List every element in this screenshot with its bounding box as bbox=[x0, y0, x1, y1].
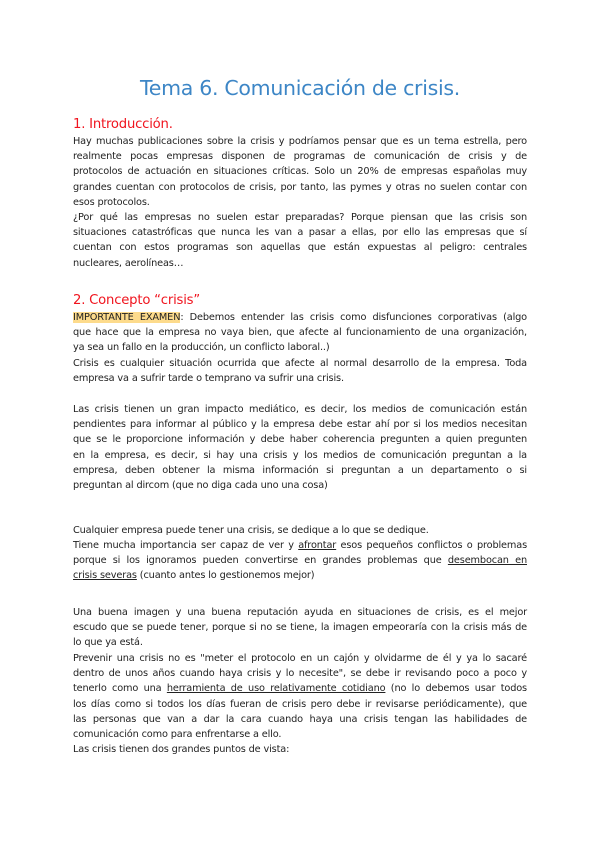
text-line: IMPORTANTE EXAMEN: Debemos entender las crisis como disfunciones corporativas (algo bbox=[73, 312, 527, 323]
text-line: Prevenir una crisis no es "meter el protocolo en un cajón y olvidarme de él y ya lo sacaré bbox=[73, 653, 527, 664]
text-line: Hay muchas publicaciones sobre la crisis y podríamos pensar que es un tema estrella, pero bbox=[73, 136, 527, 147]
text-line: porque si los ignoramos pueden convertirse en grandes problemas que desembocan en bbox=[73, 555, 527, 567]
paragraph-afrontar-conflictos bbox=[73, 538, 527, 584]
section-heading-introduccion: 1. Introducción. bbox=[73, 117, 173, 132]
document-title: Tema 6. Comunicación de crisis. bbox=[140, 76, 460, 100]
text-line: Las crisis tienen un gran impacto mediático, es decir, los medios de comunicación están bbox=[73, 404, 527, 415]
text-line: ¿Por qué las empresas no suelen estar preparadas? Porque piensan que las crisis son bbox=[73, 212, 527, 223]
paragraph-importante-examen bbox=[73, 310, 527, 356]
paragraph-intro-2 bbox=[73, 210, 527, 271]
text-line: tenerlo como una herramienta de uso relativamente cotidiano (no lo debemos usar todos bbox=[73, 683, 527, 695]
text-line: dentro de unos años cuando haya crisis y lo necesite", se debe ir revisando poco a poco y bbox=[73, 668, 527, 680]
text-line: empresa va a sufrir tarde o temprano va sufrir una crisis. bbox=[73, 373, 344, 385]
paragraph-impacto-mediatico bbox=[73, 402, 527, 493]
paragraph-cualquier-empresa bbox=[73, 523, 527, 538]
text-line: las personas que van a dar la cara cuando haya una crisis tengan las habilidades de bbox=[73, 713, 527, 725]
text-line: comunicación como para enfrentarse a ello. bbox=[73, 728, 282, 740]
text-line: empresa, deben obtener la misma información si preguntan a un departamento o si bbox=[73, 464, 527, 476]
paragraph-definicion-crisis bbox=[73, 356, 527, 386]
text-line: pendientes para informar al público y la empresa debe estar ahí por si los medios necesitan bbox=[73, 419, 527, 431]
paragraph-buena-imagen bbox=[73, 605, 527, 651]
underlined-text: herramienta de uso relativamente cotidiano bbox=[166, 683, 386, 695]
text-line: Crisis es cualquier situación ocurrida que afecte al normal desarrollo de la empresa. Toda bbox=[73, 358, 527, 369]
text-line: Las crisis tienen dos grandes puntos de vista: bbox=[73, 744, 290, 756]
section-heading-concepto-crisis: 2. Concepto “crisis” bbox=[73, 293, 200, 308]
underlined-text: desembocan en bbox=[447, 555, 527, 567]
text-line: esos protocolos. bbox=[73, 196, 150, 208]
text-line: ya sea un fallo en la producción, un conflicto laboral..) bbox=[73, 342, 330, 354]
text-line: que hace que la empresa no vaya bien, que afecte al funcionamiento de una organización, bbox=[73, 327, 527, 339]
text-line: lo que ya está. bbox=[73, 637, 143, 649]
text-line: Tiene mucha importancia ser capaz de ver y afrontar esos pequeños conflictos o problemas bbox=[73, 540, 528, 551]
text-line: grandes cuentan con protocolos de crisis, por tanto, las pymes y otras no suelen contar con bbox=[73, 181, 527, 193]
text-line: protocolos de actuación en situaciones críticas. Solo un 20% de empresas españolas muy bbox=[73, 166, 527, 178]
text-line: en la empresa, es decir, si hay una crisis y los medios de comunicación preguntan a la bbox=[73, 449, 527, 461]
text-line: que se le proporcione información y debe haber coherencia pregunten a quien pregunten bbox=[73, 434, 527, 446]
text-line: cuentan con estos programas son aquellas que están expuestas al peligro: centrales bbox=[73, 242, 527, 254]
text-line: realmente pocas empresas disponen de programas de comunicación de crisis y de bbox=[73, 151, 527, 163]
text-line: crisis severas (cuanto antes lo gestionemos mejor) bbox=[73, 570, 315, 582]
paragraph-prevenir-crisis bbox=[73, 651, 527, 757]
text-line: situaciones catastróficas que nunca les van a pasar a ellas, por ello las empresas que sí bbox=[73, 227, 527, 239]
text-line: los días como si todos los días fueran de crisis pero debe ir revisarse periódicamente), que bbox=[73, 698, 527, 710]
text-line: Cualquier empresa puede tener una crisis, se dedique a lo que se dedique. bbox=[73, 525, 429, 536]
text-line: escudo que se puede tener, porque si no se tiene, la imagen empeoraría con la crisis más de bbox=[73, 622, 527, 634]
underlined-text: crisis severas bbox=[73, 570, 137, 582]
paragraph-intro-1 bbox=[73, 134, 527, 210]
text-line: nucleares, aerolíneas… bbox=[73, 257, 184, 269]
text-line: preguntan al dircom (que no diga cada uno una cosa) bbox=[73, 479, 328, 491]
highlight-important-exam: IMPORTANTE EXAMEN bbox=[73, 312, 181, 323]
text-line: Una buena imagen y una buena reputación ayuda en situaciones de crisis, es el mejor bbox=[73, 607, 527, 618]
underlined-text: afrontar bbox=[298, 540, 337, 551]
